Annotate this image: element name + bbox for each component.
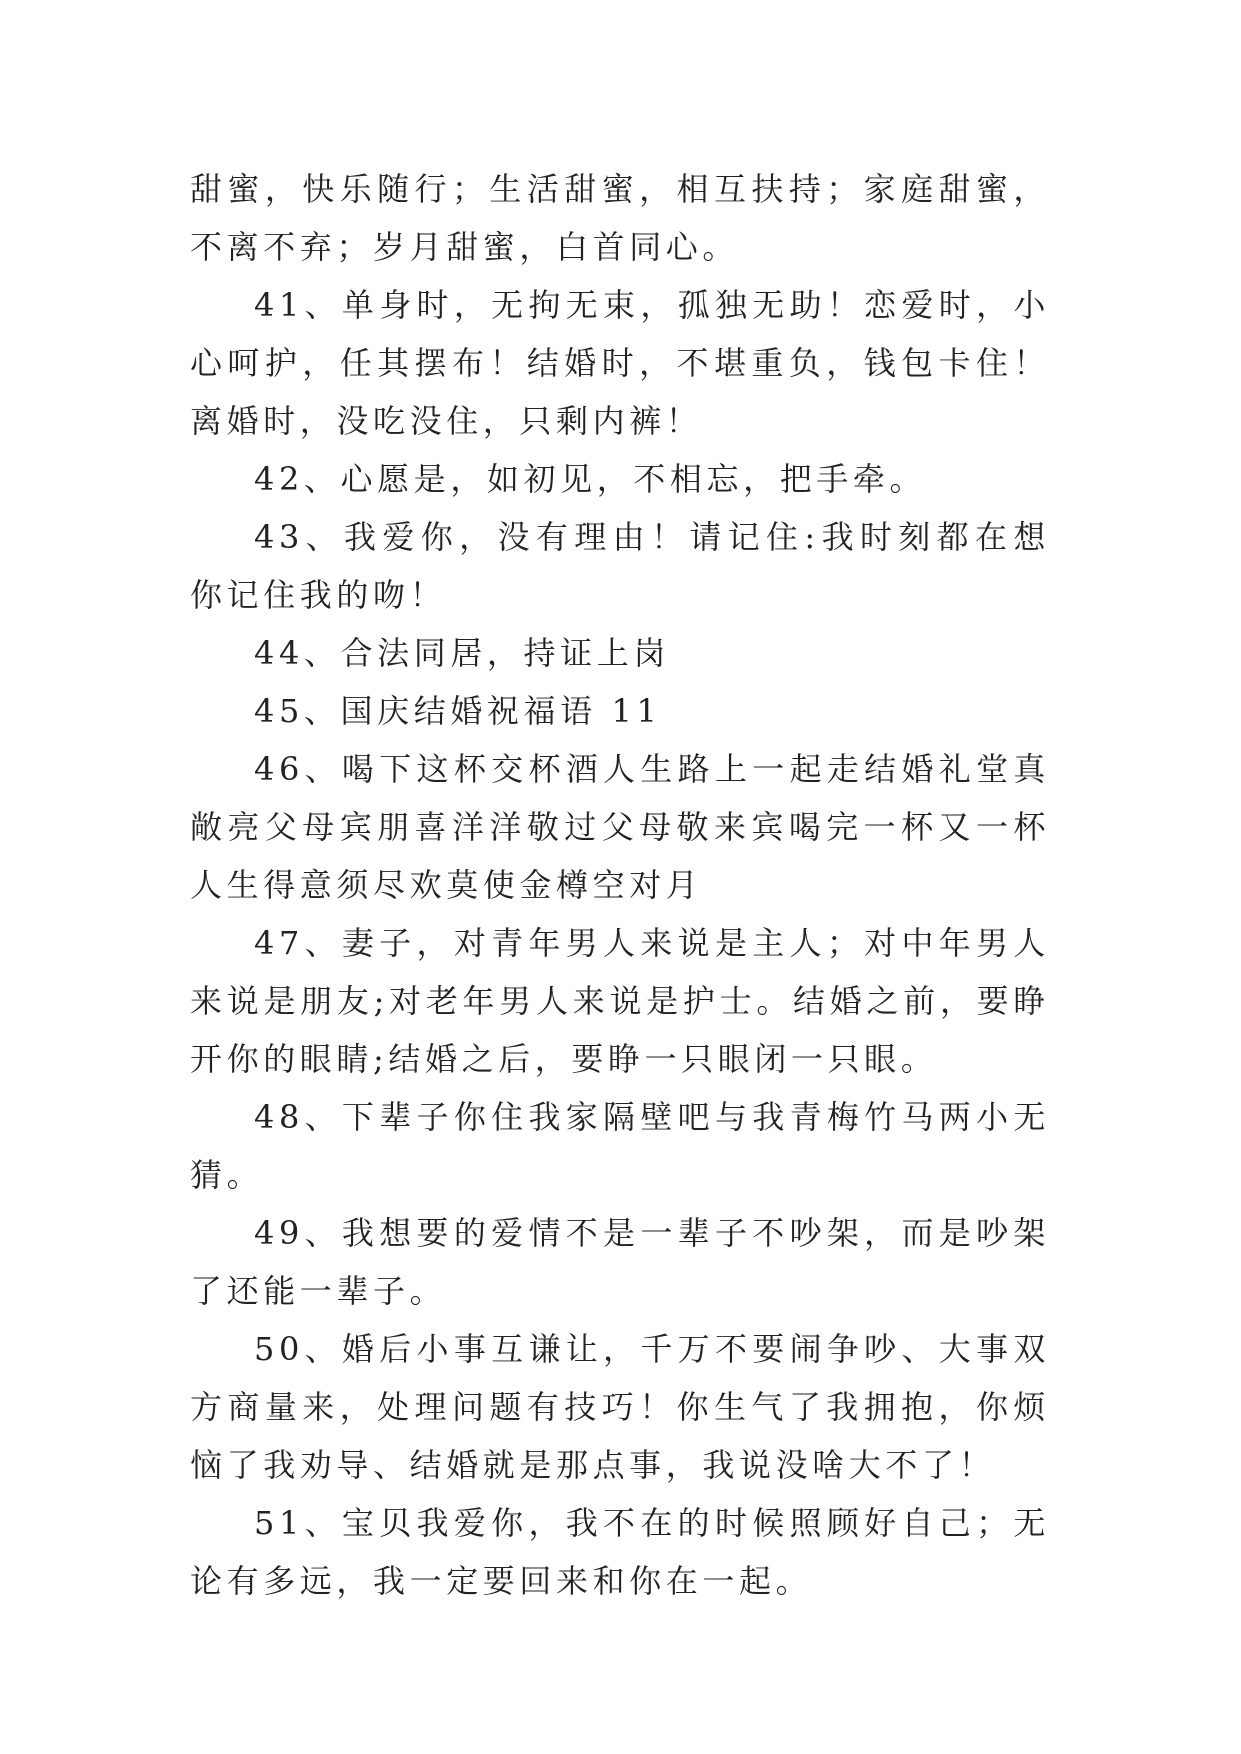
- paragraph-43: 43、我爱你，没有理由！请记住:我时刻都在想你记住我的吻！: [190, 518, 1050, 614]
- paragraph-42: 42、心愿是，如初见，不相忘，把手牵。: [254, 460, 927, 498]
- paragraph-47: 47、妻子，对青年男人来说是主人；对中年男人来说是朋友;对老年男人来说是护士。结婚之前，要睁开你的眼睛;结婚之后，要睁一只眼闭一只眼。: [190, 924, 1050, 1078]
- paragraph-49: 49、我想要的爱情不是一辈子不吵架，而是吵架了还能一辈子。: [190, 1214, 1050, 1310]
- document-body: [190, 160, 1050, 1610]
- paragraph-45: 45、国庆结婚祝福语 11: [254, 692, 662, 730]
- paragraph-41: 41、单身时，无拘无束，孤独无助！恋爱时，小心呵护，任其摆布！结婚时，不堪重负，钱包卡住！离婚时，没吃没住，只剩内裤！: [190, 286, 1050, 440]
- paragraph-48: 48、下辈子你住我家隔壁吧与我青梅竹马两小无猜。: [190, 1098, 1050, 1194]
- paragraph-44: 44、合法同居，持证上岗: [254, 634, 670, 672]
- paragraph-46: 46、喝下这杯交杯酒人生路上一起走结婚礼堂真敞亮父母宾朋喜洋洋敬过父母敬来宾喝完一杯又一杯人生得意须尽欢莫使金樽空对月: [190, 750, 1050, 904]
- paragraph-51: 51、宝贝我爱你，我不在的时候照顾好自己；无论有多远，我一定要回来和你在一起。: [190, 1504, 1050, 1600]
- paragraph-continuation: 甜蜜，快乐随行；生活甜蜜，相互扶持；家庭甜蜜，不离不弃；岁月甜蜜，白首同心。: [190, 170, 1050, 266]
- paragraph-50: 50、婚后小事互谦让，千万不要闹争吵、大事双方商量来，处理问题有技巧！你生气了我拥抱，你烦恼了我劝导、结婚就是那点事，我说没啥大不了！: [190, 1330, 1050, 1484]
